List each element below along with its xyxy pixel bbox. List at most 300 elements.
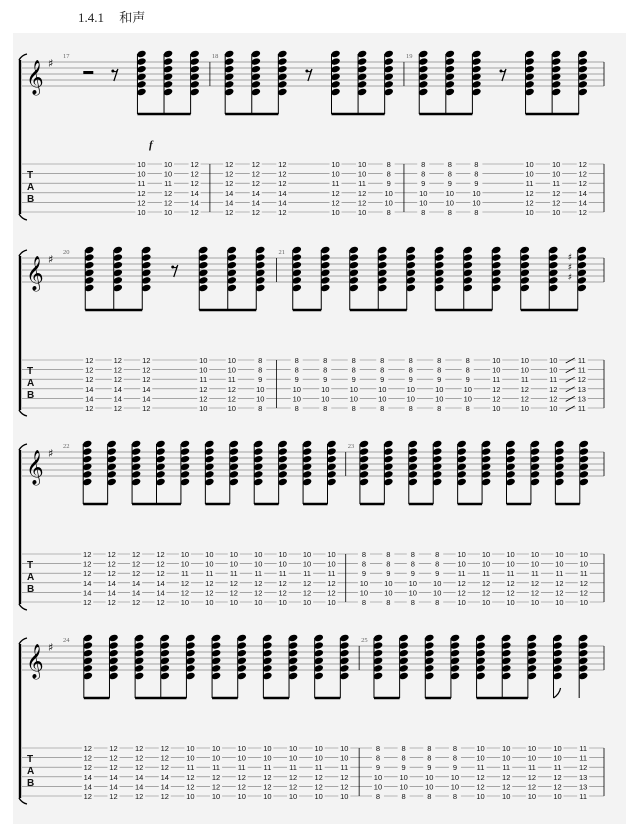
tab-fret-number: 10: [555, 598, 564, 607]
tab-clef-letter: A: [27, 572, 35, 583]
tab-clef-letter: B: [27, 390, 35, 401]
tab-fret-number: 10: [445, 198, 454, 208]
tab-fret-number: 12: [481, 578, 491, 588]
sharp-accidental-icon: ♯: [567, 273, 573, 283]
tab-fret-number: 12: [327, 588, 336, 598]
tab-fret-number: 14: [131, 588, 141, 598]
tab-fret-number: 9: [323, 375, 328, 385]
tab-fret-number: 10: [186, 753, 195, 763]
tab-fret-number: 11: [254, 569, 263, 579]
tab-fret-number: 10: [263, 792, 272, 801]
tab-fret-number: 8: [427, 744, 432, 753]
tab-fret-number: 12: [109, 744, 118, 753]
tab-fret-number: 12: [551, 198, 561, 208]
tab-fret-number: 10: [472, 198, 481, 208]
tab-fret-number: 12: [83, 753, 92, 763]
tab-fret-number: 14: [251, 188, 260, 198]
tab-fret-number: 12: [481, 588, 491, 598]
tab-fret-number: 10: [302, 559, 312, 569]
tab-fret-number: 10: [314, 753, 323, 763]
tab-fret-number: 12: [579, 578, 588, 588]
tab-fret-number: 8: [410, 550, 415, 559]
tab-fret-number: 10: [163, 160, 173, 169]
tab-fret-number: 12: [142, 365, 151, 375]
tab-fret-number: 8: [323, 365, 328, 375]
tab-clef-letter: B: [27, 584, 35, 595]
tab-fret-number: 11: [263, 763, 272, 773]
tab-fret-number: 8: [294, 356, 299, 365]
tab-fret-number: 12: [578, 169, 587, 179]
tab-fret-number: 8: [421, 169, 426, 179]
tab-fret-number: 10: [373, 782, 383, 792]
tab-fret-number: 12: [527, 782, 537, 792]
tab-fret-number: 8: [421, 208, 426, 217]
tab-fret-number: 8: [410, 598, 415, 607]
tab-fret-number: 12: [551, 188, 561, 198]
note-flag: [554, 688, 561, 698]
tab-fret-number: 11: [579, 569, 588, 579]
slide-line: [566, 406, 575, 411]
tab-fret-number: 8: [410, 559, 415, 569]
key-sharp-icon: ♯: [48, 447, 54, 460]
tab-fret-number: 12: [555, 588, 564, 598]
tab-fret-number: 10: [314, 792, 323, 801]
tab-fret-number: 14: [113, 394, 122, 404]
tab-fret-number: 11: [199, 375, 208, 385]
tab-fret-number: 10: [292, 384, 301, 394]
tab-fret-number: 12: [109, 753, 118, 763]
tab-fret-number: 8: [427, 753, 432, 763]
tab-fret-number: 11: [555, 569, 564, 579]
tab-fret-number: 10: [476, 792, 485, 801]
tab-fret-number: 12: [527, 772, 537, 782]
tab-fret-number: 10: [331, 208, 340, 217]
tab-fret-number: 12: [506, 578, 515, 588]
tab-fret-number: 12: [156, 559, 165, 569]
tab-fret-number: 8: [386, 169, 391, 179]
tab-fret-number: 10: [302, 550, 312, 559]
tab-fret-number: 12: [288, 772, 298, 782]
tab-fret-number: 12: [520, 384, 529, 394]
tab-fret-number: 12: [506, 588, 515, 598]
tab-fret-number: 10: [520, 365, 529, 375]
tab-fret-number: 12: [577, 375, 586, 385]
tab-fret-number: 12: [251, 208, 260, 217]
tab-fret-number: 11: [476, 763, 485, 773]
tab-fret-number: 11: [457, 569, 466, 579]
tab-fret-number: 12: [199, 384, 208, 394]
tab-fret-number: 10: [378, 384, 387, 394]
tab-fret-number: 8: [375, 792, 381, 801]
tab-fret-number: 11: [186, 763, 195, 773]
tab-fret-number: 12: [83, 792, 92, 801]
tab-fret-number: 14: [578, 188, 587, 198]
tab-fret-number: 12: [340, 772, 349, 782]
tab-fret-number: 10: [229, 559, 238, 569]
tab-fret-number: 8: [258, 356, 263, 365]
tab-fret-number: 10: [399, 782, 408, 792]
tab-fret-number: 14: [160, 772, 169, 782]
tab-fret-number: 10: [349, 394, 358, 404]
tab-fret-number: 10: [288, 792, 298, 801]
tab-fret-number: 12: [288, 782, 298, 792]
tab-fret-number: 12: [83, 550, 92, 559]
tab-fret-number: 11: [577, 356, 586, 365]
tab-fret-number: 10: [457, 559, 466, 569]
tab-fret-number: 12: [134, 753, 144, 763]
tab-fret-number: 11: [327, 569, 336, 579]
tab-fret-number: 9: [361, 569, 367, 579]
tab-fret-number: 8: [323, 356, 328, 365]
tab-fret-number: 8: [386, 208, 391, 217]
tab-fret-number: 10: [227, 356, 236, 365]
tab-fret-number: 10: [237, 753, 246, 763]
tab-fret-number: 9: [294, 375, 299, 385]
tab-fret-number: 8: [452, 792, 458, 801]
tab-fret-number: 8: [386, 160, 391, 169]
tab-fret-number: 12: [229, 578, 238, 588]
bracket-hook-bottom: [19, 214, 27, 220]
tab-fret-number: 10: [199, 356, 208, 365]
tab-fret-number: 10: [527, 792, 537, 801]
tab-fret-number: 12: [107, 569, 116, 579]
tab-fret-number: 8: [361, 598, 367, 607]
tab-fret-number: 9: [474, 179, 479, 189]
tab-fret-number: 10: [278, 598, 287, 607]
tab-fret-number: 12: [83, 569, 92, 579]
tab-fret-number: 12: [85, 404, 94, 413]
tab-fret-number: 10: [278, 559, 287, 569]
tab-fret-number: 8: [474, 208, 479, 217]
tab-fret-number: 9: [452, 763, 458, 773]
tab-fret-number: 10: [211, 744, 221, 753]
tab-fret-number: 12: [225, 179, 234, 189]
tab-fret-number: 10: [254, 598, 263, 607]
tab-fret-number: 9: [437, 375, 442, 385]
tab-fret-number: 12: [578, 208, 587, 217]
tab-fret-number: 11: [502, 763, 511, 773]
tab-fret-number: 12: [83, 763, 92, 773]
tab-fret-number: 10: [359, 578, 369, 588]
tab-fret-number: 8: [437, 356, 442, 365]
tab-clef-letter: T: [27, 170, 34, 181]
tab-fret-number: 10: [186, 792, 195, 801]
tab-fret-number: 12: [225, 169, 234, 179]
tab-fret-number: 12: [163, 188, 173, 198]
tab-fret-number: 10: [384, 578, 393, 588]
tab-fret-number: 14: [83, 782, 92, 792]
tab-fret-number: 10: [406, 384, 415, 394]
tab-fret-number: 10: [481, 598, 491, 607]
tab-fret-number: 10: [331, 169, 340, 179]
bracket-hook-bottom: [19, 798, 27, 804]
tab-clef-letter: A: [27, 182, 35, 193]
tab-fret-number: 14: [109, 772, 118, 782]
tab-fret-number: 10: [227, 404, 236, 413]
slide-line: [566, 377, 575, 382]
treble-clef-icon: 𝄞: [26, 644, 44, 679]
tab-fret-number: 11: [340, 763, 349, 773]
tab-fret-number: 12: [578, 160, 587, 169]
tab-fret-number: 12: [160, 763, 169, 773]
tab-fret-number: 14: [109, 782, 118, 792]
tab-fret-number: 11: [278, 569, 287, 579]
tab-fret-number: 10: [450, 782, 460, 792]
tab-fret-number: 8: [452, 744, 458, 753]
tab-fret-number: 12: [229, 588, 238, 598]
tab-fret-number: 8: [408, 356, 413, 365]
tab-fret-number: 10: [419, 198, 428, 208]
tab-fret-number: 12: [553, 772, 562, 782]
tab-fret-number: 12: [457, 588, 466, 598]
tab-fret-number: 10: [186, 744, 195, 753]
section-title: 和声: [119, 10, 146, 25]
tab-fret-number: 12: [502, 772, 511, 782]
tab-fret-number: 10: [163, 169, 173, 179]
tab-fret-number: 10: [327, 598, 336, 607]
tab-fret-number: 9: [421, 179, 426, 189]
tab-fret-number: 11: [525, 179, 534, 189]
tab-fret-number: 10: [481, 559, 491, 569]
tab-fret-number: 10: [211, 753, 221, 763]
measure-number: 24: [63, 637, 70, 644]
tab-fret-number: 10: [492, 404, 501, 413]
tab-fret-number: 10: [463, 384, 472, 394]
tab-fret-number: 14: [278, 198, 287, 208]
tab-fret-number: 14: [225, 198, 234, 208]
tab-clef-letter: A: [27, 378, 35, 389]
tab-fret-number: 12: [85, 365, 94, 375]
tab-fret-number: 10: [199, 404, 208, 413]
tab-fret-number: 12: [156, 550, 165, 559]
tab-fret-number: 10: [406, 394, 415, 404]
tab-fret-number: 8: [435, 559, 440, 569]
tab-fret-number: 10: [450, 772, 460, 782]
tab-fret-number: 8: [258, 365, 263, 375]
tab-fret-number: 14: [131, 578, 141, 588]
tab-fret-number: 12: [160, 792, 169, 801]
tab-fret-number: 10: [180, 550, 190, 559]
tab-fret-number: 10: [327, 550, 336, 559]
tab-fret-number: 10: [502, 744, 511, 753]
tab-fret-number: 8: [351, 365, 356, 375]
tab-fret-number: 10: [445, 188, 454, 198]
tab-fret-number: 12: [109, 763, 118, 773]
measure-number: 22: [63, 443, 70, 450]
tab-fret-number: 10: [579, 598, 588, 607]
tab-fret-number: 11: [237, 763, 246, 773]
tab-fret-number: 12: [205, 578, 214, 588]
tab-fret-number: 10: [553, 792, 562, 801]
tab-fret-number: 10: [359, 588, 369, 598]
tab-fret-number: 9: [375, 763, 381, 773]
tab-fret-number: 10: [229, 550, 238, 559]
tab-fret-number: 11: [212, 763, 220, 773]
tab-fret-number: 12: [251, 160, 260, 169]
tab-fret-number: 12: [237, 772, 246, 782]
tab-fret-number: 11: [358, 179, 366, 189]
tab-fret-number: 8: [447, 169, 452, 179]
tab-fret-number: 10: [492, 365, 501, 375]
tab-clef-letter: B: [27, 194, 35, 205]
tab-fret-number: 10: [549, 404, 558, 413]
tab-fret-number: 12: [131, 598, 141, 607]
tab-fret-number: 12: [553, 782, 562, 792]
tab-fret-number: 8: [401, 753, 406, 763]
measure-number: 23: [347, 443, 355, 450]
tab-fret-number: 12: [186, 772, 195, 782]
tab-fret-number: 8: [465, 356, 470, 365]
tab-fret-number: 9: [447, 179, 452, 189]
tab-fret-number: 14: [190, 188, 199, 198]
treble-clef-icon: 𝄞: [26, 60, 44, 95]
tab-fret-number: 12: [113, 375, 122, 385]
tab-fret-number: 12: [357, 188, 367, 198]
tab-fret-number: 13: [577, 394, 586, 404]
tab-fret-number: 10: [481, 550, 491, 559]
tab-fret-number: 14: [85, 384, 94, 394]
tab-fret-number: 11: [314, 763, 323, 773]
tab-fret-number: 12: [525, 198, 534, 208]
tab-fret-number: 8: [258, 404, 263, 413]
tab-fret-number: 12: [237, 782, 246, 792]
tab-fret-number: 8: [421, 160, 426, 169]
tab-fret-number: 10: [472, 188, 481, 198]
tab-fret-number: 10: [506, 559, 515, 569]
tab-fret-number: 10: [463, 394, 472, 404]
tab-fret-number: 12: [476, 772, 485, 782]
tab-fret-number: 10: [340, 744, 349, 753]
tab-fret-number: 11: [492, 375, 501, 385]
tab-fret-number: 12: [314, 772, 323, 782]
tab-fret-number: 10: [378, 394, 387, 404]
tab-fret-number: 12: [492, 394, 501, 404]
tab-fret-number: 12: [331, 198, 340, 208]
tab-fret-number: 12: [142, 404, 151, 413]
tab-fret-number: 12: [549, 384, 558, 394]
tab-fret-number: 10: [433, 588, 442, 598]
tab-fret-number: 10: [555, 550, 564, 559]
tab-fret-number: 12: [199, 394, 208, 404]
tab-fret-number: 12: [254, 578, 263, 588]
tab-fret-number: 9: [465, 375, 470, 385]
tab-fret-number: 10: [357, 208, 367, 217]
tab-fret-number: 12: [227, 394, 236, 404]
tab-fret-number: 14: [278, 188, 287, 198]
eighth-rest-icon: [305, 70, 308, 73]
tab-fret-number: 12: [227, 384, 236, 394]
tab-fret-number: 11: [577, 365, 586, 375]
tab-fret-number: 12: [327, 578, 336, 588]
tab-fret-number: 11: [289, 763, 297, 773]
tab-fret-number: 9: [258, 375, 263, 385]
tab-fret-number: 9: [351, 375, 356, 385]
tab-fret-number: 14: [107, 588, 116, 598]
half-rest-icon: [83, 71, 93, 74]
tab-fret-number: 12: [83, 744, 92, 753]
tab-fret-number: 12: [578, 179, 587, 189]
tab-fret-number: 10: [520, 356, 529, 365]
tab-fret-number: 12: [142, 375, 151, 385]
tab-fret-number: 8: [380, 365, 385, 375]
tab-fret-number: 8: [401, 792, 406, 801]
tab-fret-number: 10: [579, 550, 588, 559]
tab-fret-number: 10: [525, 160, 534, 169]
tab-fret-number: 10: [237, 744, 246, 753]
slide-line: [566, 387, 575, 392]
tab-fret-number: 10: [237, 792, 246, 801]
tab-fret-number: 10: [229, 598, 238, 607]
tab-fret-number: 11: [520, 375, 529, 385]
tab-fret-number: 12: [83, 559, 92, 569]
tab-fret-number: 8: [452, 753, 458, 763]
tab-fret-number: 10: [457, 598, 466, 607]
tab-fret-number: 10: [502, 753, 511, 763]
tab-clef-letter: T: [27, 366, 34, 377]
tab-fret-number: 10: [408, 588, 417, 598]
tab-fret-number: 10: [457, 550, 466, 559]
tab-fret-number: 10: [476, 753, 485, 763]
tab-fret-number: 12: [251, 169, 260, 179]
tab-fret-number: 12: [278, 208, 287, 217]
tab-fret-number: 12: [530, 588, 540, 598]
tab-fret-number: 12: [278, 160, 287, 169]
measure-number: 17: [63, 53, 70, 60]
tab-fret-number: 12: [131, 550, 141, 559]
tab-fret-number: 11: [482, 569, 490, 579]
measure-number: 19: [405, 53, 413, 60]
tab-fret-number: 10: [525, 208, 534, 217]
tab-fret-number: 12: [134, 763, 144, 773]
tab-fret-number: 10: [288, 753, 298, 763]
tab-fret-number: 8: [474, 169, 479, 179]
tab-fret-number: 10: [425, 782, 434, 792]
tab-fret-number: 14: [83, 578, 92, 588]
measure-number: 20: [63, 249, 70, 256]
tab-fret-number: 14: [156, 578, 165, 588]
tab-clef-letter: B: [27, 778, 35, 789]
tab-fret-number: 10: [506, 550, 515, 559]
dynamic-marking: f: [149, 139, 153, 151]
tab-fret-number: 12: [186, 782, 195, 792]
tab-fret-number: 9: [408, 375, 413, 385]
measure-number: 21: [278, 249, 285, 256]
tab-fret-number: 8: [361, 550, 367, 559]
tab-fret-number: 12: [555, 578, 564, 588]
tab-fret-number: 10: [384, 188, 393, 198]
tab-fret-number: 10: [205, 550, 214, 559]
tab-fret-number: 11: [181, 569, 189, 579]
tab-fret-number: 12: [579, 763, 588, 773]
tab-fret-number: 8: [437, 365, 442, 375]
tab-fret-number: 10: [340, 753, 349, 763]
tab-fret-number: 11: [303, 569, 311, 579]
tab-fret-number: 10: [520, 404, 529, 413]
tab-fret-number: 10: [292, 394, 301, 404]
tab-fret-number: 10: [256, 384, 265, 394]
tab-fret-number: 10: [254, 550, 263, 559]
tab-fret-number: 10: [502, 792, 511, 801]
eighth-rest-icon: [111, 70, 114, 73]
tab-fret-number: 14: [134, 782, 144, 792]
sharp-accidental-icon: ♯: [567, 253, 573, 263]
tab-fret-number: 12: [109, 792, 118, 801]
tab-fret-number: 11: [579, 753, 588, 763]
tab-fret-number: 11: [205, 569, 214, 579]
tab-clef-letter: T: [27, 754, 34, 765]
tab-fret-number: 12: [190, 160, 199, 169]
tab-fret-number: 13: [579, 772, 588, 782]
